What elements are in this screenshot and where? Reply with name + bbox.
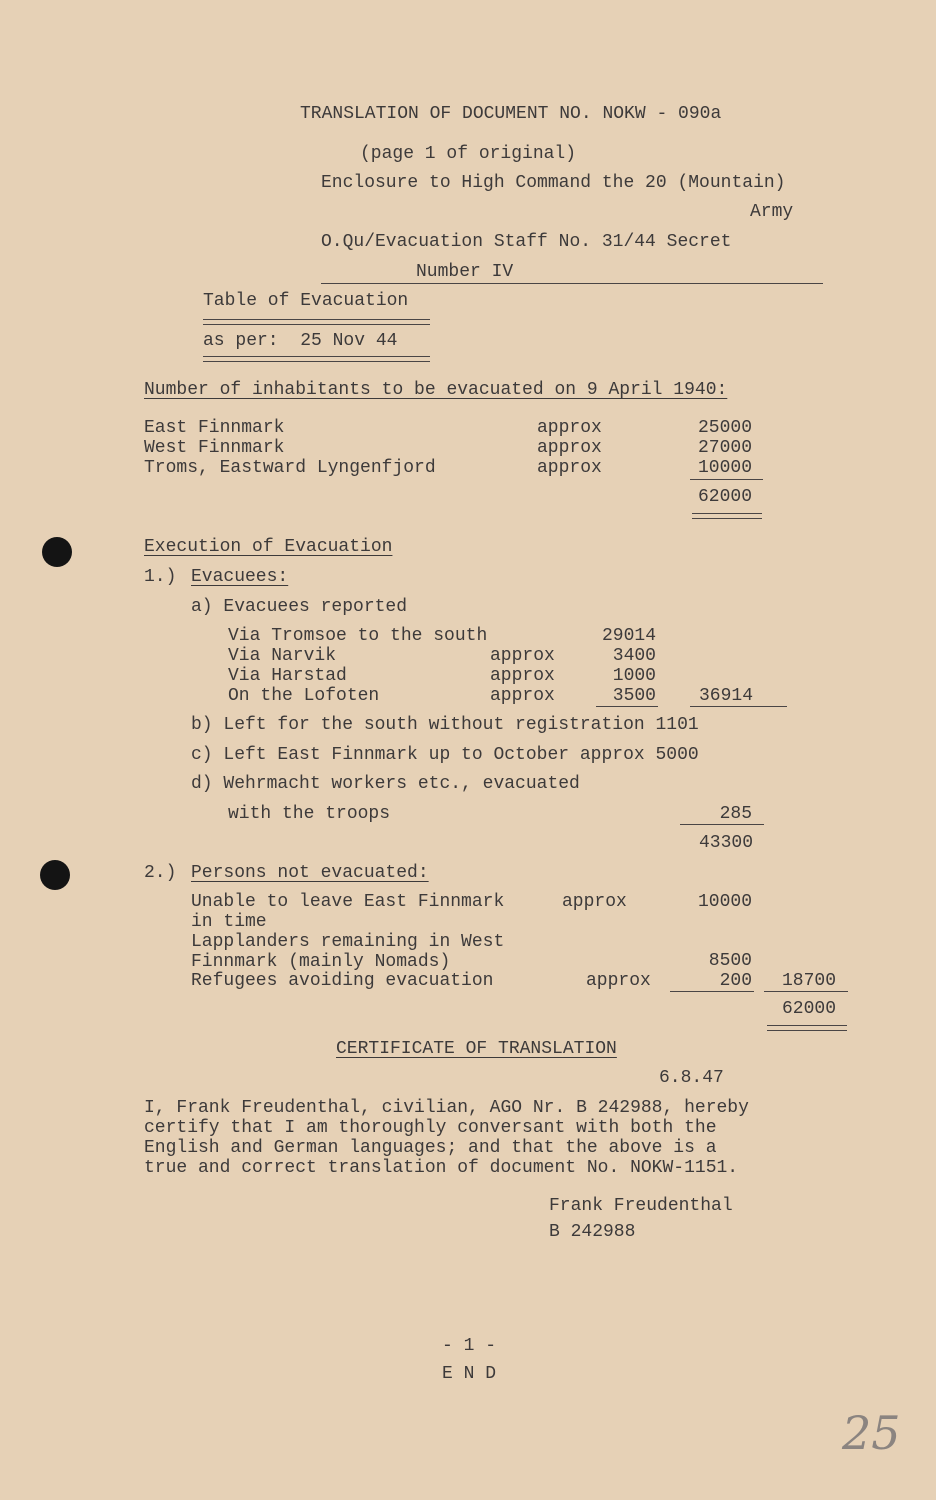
route-label: Via Narvik (228, 646, 337, 666)
binder-hole-bottom (40, 860, 70, 890)
refugees-value: 200 (719, 971, 752, 991)
not-evacuated-heading: Persons not evacuated: (191, 863, 429, 883)
certificate-date: 6.8.47 (659, 1068, 724, 1088)
certificate-body-line: true and correct translation of document No. NOKW-1151. (144, 1158, 739, 1178)
certificate-heading: CERTIFICATE OF TRANSLATION (336, 1039, 617, 1059)
page-number: - 1 - (442, 1336, 497, 1356)
route-value: 1000 (612, 666, 656, 686)
staff-line: O.Qu/Evacuation Staff No. 31/44 Secret (321, 232, 732, 252)
certificate-body-line: English and German languages; and that the above is a (144, 1138, 717, 1158)
refugees-rule (670, 991, 754, 992)
execution-subtotal: 43300 (698, 833, 753, 853)
unable-line: Unable to leave East Finnmark (191, 892, 505, 912)
certificate-body-line: I, Frank Freudenthal, civilian, AGO Nr. B 242988, hereby (144, 1098, 749, 1118)
d-line: d) Wehrmacht workers etc., evacuated (191, 774, 580, 794)
evacuees-reported: a) Evacuees reported (191, 597, 408, 617)
not-evacuated-number: 2.) (144, 863, 177, 883)
grand-total: 62000 (781, 999, 836, 1019)
not-evacuated-total-rule (764, 991, 848, 992)
certificate-body-line: certify that I am thoroughly conversant with both the (144, 1118, 717, 1138)
route-qualifier: approx (490, 686, 555, 706)
signer-name: Frank Freudenthal (549, 1196, 733, 1216)
routes-total: 36914 (698, 686, 753, 706)
inhabitants-row-qualifier: approx (537, 438, 602, 458)
lapp-value: 8500 (708, 951, 752, 971)
unable-qualifier: approx (562, 892, 627, 912)
enclosure-line-2: Army (750, 202, 794, 222)
route-label: On the Lofoten (228, 686, 380, 706)
c-line: c) Left East Finnmark up to October approx 5000 (191, 745, 699, 765)
table-title-rule (203, 319, 430, 325)
route-label: Via Tromsoe to the south (228, 626, 488, 646)
lapp-line-2: Finnmark (mainly Nomads) (191, 952, 451, 972)
route-value: 29014 (601, 626, 656, 646)
as-per-rule (203, 356, 430, 362)
routes-sum-rule (596, 706, 658, 707)
route-qualifier: approx (490, 646, 555, 666)
unable-value: 10000 (697, 892, 752, 912)
d-value: 285 (719, 804, 752, 824)
route-label: Via Harstad (228, 666, 347, 686)
inhabitants-row-value: 25000 (697, 418, 752, 438)
inhabitants-row-label: East Finnmark (144, 418, 285, 438)
inhabitants-sum-rule (690, 479, 763, 480)
unable-line-2: in time (191, 912, 267, 932)
routes-total-rule (690, 706, 787, 707)
document-title: TRANSLATION OF DOCUMENT NO. NOKW - 090a (300, 104, 722, 124)
inhabitants-row-value: 27000 (697, 438, 752, 458)
inhabitants-row-qualifier: approx (537, 458, 602, 478)
end-marker: E N D (442, 1364, 497, 1384)
number-label: Number IV (416, 262, 514, 282)
signer-id: B 242988 (549, 1222, 636, 1242)
execution-heading: Execution of Evacuation (144, 537, 393, 557)
inhabitants-row-value: 10000 (697, 458, 752, 478)
evacuees-label: Evacuees: (191, 567, 289, 587)
inhabitants-row-label: West Finnmark (144, 438, 285, 458)
d-line-2: with the troops (228, 804, 391, 824)
enclosure-line: Enclosure to High Command the 20 (Mountain) (321, 173, 786, 193)
inhabitants-total: 62000 (697, 487, 752, 507)
evacuees-number: 1.) (144, 567, 177, 587)
lapp-line: Lapplanders remaining in West (191, 932, 505, 952)
not-evacuated-total: 18700 (781, 971, 836, 991)
refugees-line: Refugees avoiding evacuation (191, 971, 494, 991)
binder-hole-top (42, 537, 72, 567)
handwritten-page-number: 25 (842, 1406, 901, 1460)
refugees-qualifier: approx (586, 971, 651, 991)
route-value: 3500 (612, 686, 656, 706)
route-value: 3400 (612, 646, 656, 666)
b-line: b) Left for the south without registration 1101 (191, 715, 699, 735)
inhabitants-row-qualifier: approx (537, 418, 602, 438)
d-value-rule (680, 824, 764, 825)
as-per-date: as per: 25 Nov 44 (203, 331, 398, 351)
grand-total-double-rule (767, 1025, 847, 1031)
header-rule (321, 283, 823, 284)
inhabitants-row-label: Troms, Eastward Lyngenfjord (144, 458, 436, 478)
page-note: (page 1 of original) (360, 144, 577, 164)
table-title: Table of Evacuation (203, 291, 409, 311)
inhabitants-total-double-rule (692, 513, 762, 519)
route-qualifier: approx (490, 666, 555, 686)
inhabitants-heading: Number of inhabitants to be evacuated on 9 April 1940: (144, 380, 728, 400)
